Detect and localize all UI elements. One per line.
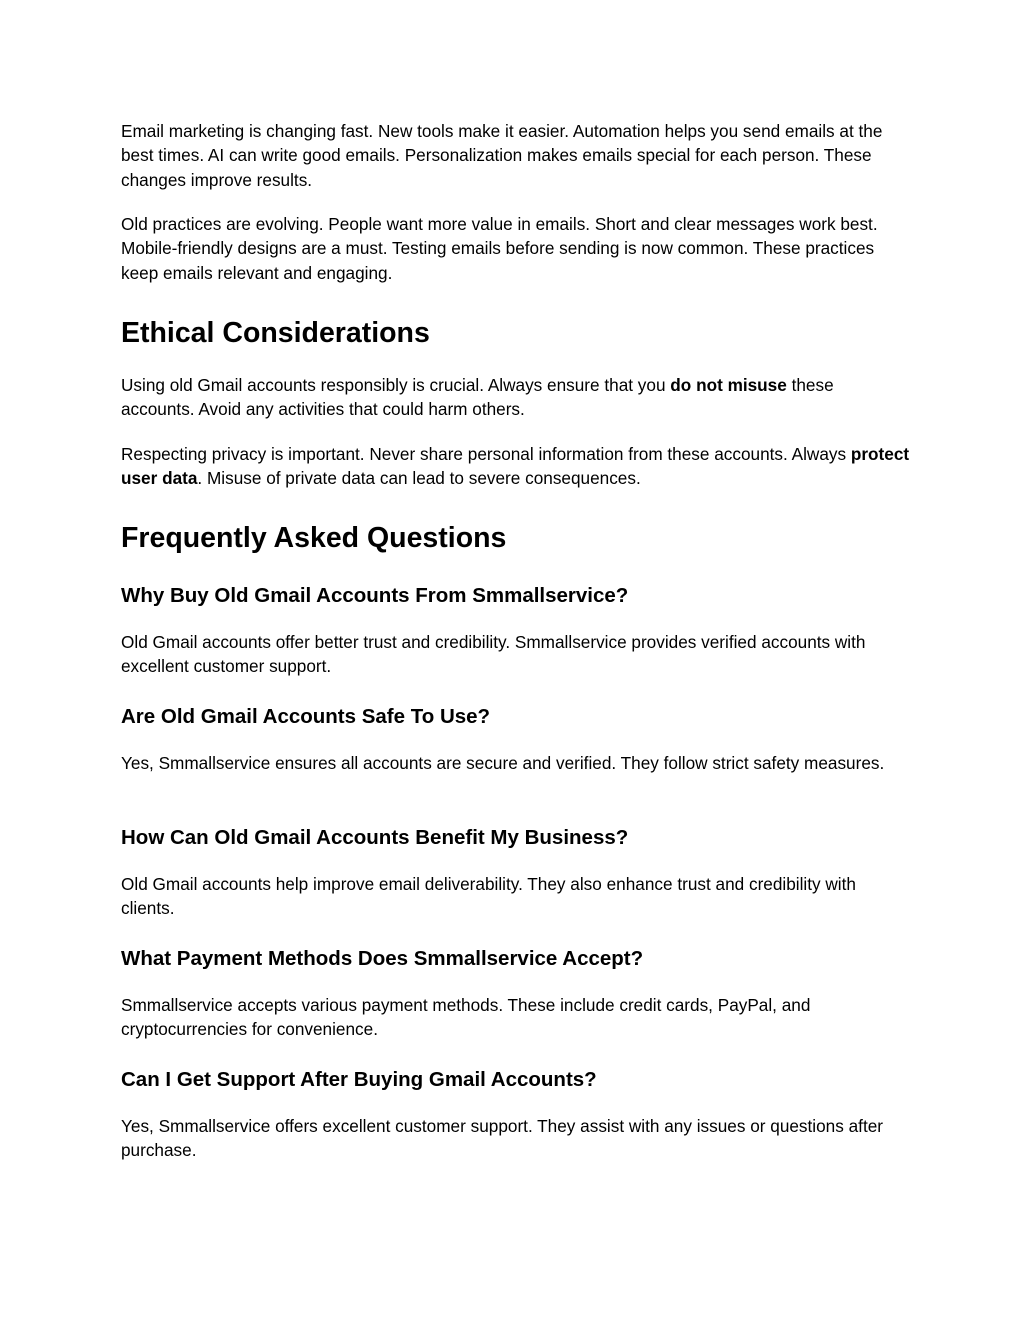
ethical-p2-text-start: Respecting privacy is important. Never share personal information from these accounts. Always [121, 444, 851, 464]
intro-paragraph-1: Email marketing is changing fast. New tools make it easier. Automation helps you send emails at the best times. AI can write good emails. Personalization makes emails special for each person. These changes improve results. [121, 121, 883, 190]
ethical-p2-text-end: . Misuse of private data can lead to severe consequences. [197, 468, 641, 489]
section-heading-ethical: Ethical Considerations [121, 317, 430, 349]
faq-answer: Old Gmail accounts offer better trust and credibility. Smmallservice provides verified accounts with excellent customer support. [121, 632, 866, 677]
ethical-p1-bold: do not misuse [670, 375, 787, 395]
section-heading-faq: Frequently Asked Questions [121, 522, 507, 554]
faq-answer: Old Gmail accounts help improve email deliverability. They also enhance trust and credibility with clients. [121, 874, 856, 919]
ethical-p1-text-end: these accounts. Avoid any activities that could harm others. [121, 375, 834, 420]
intro-paragraph-2: Old practices are evolving. People want more value in emails. Short and clear messages work best. Mobile-friendly designs are a must. Testing emails before sending is now common. These practices keep emails relevant and engaging. [121, 214, 878, 283]
ethical-p1-text-start: Using old Gmail accounts responsibly is crucial. Always ensure that you [121, 375, 671, 395]
ethical-p2-bold: protect user data [121, 444, 910, 489]
faq-question: Why Buy Old Gmail Accounts From Smmallservice? [121, 584, 629, 607]
faq-answer: Yes, Smmallservice ensures all accounts are secure and verified. They follow strict safety measures. [121, 753, 885, 773]
ethical-paragraph-2 [121, 442, 911, 491]
faq-question: Can I Get Support After Buying Gmail Accounts? [121, 1068, 597, 1091]
faq-answer: Smmallservice accepts various payment methods. These include credit cards, PayPal, and cryptocurrencies for convenience. [121, 995, 811, 1040]
ethical-paragraph-1 [121, 373, 911, 422]
faq-question: What Payment Methods Does Smmallservice Accept? [121, 947, 644, 970]
faq-question: Are Old Gmail Accounts Safe To Use? [121, 705, 491, 728]
faq-answer: Yes, Smmallservice offers excellent customer support. They assist with any issues or questions after purchase. [121, 1116, 883, 1161]
faq-question: How Can Old Gmail Accounts Benefit My Business? [121, 826, 629, 849]
